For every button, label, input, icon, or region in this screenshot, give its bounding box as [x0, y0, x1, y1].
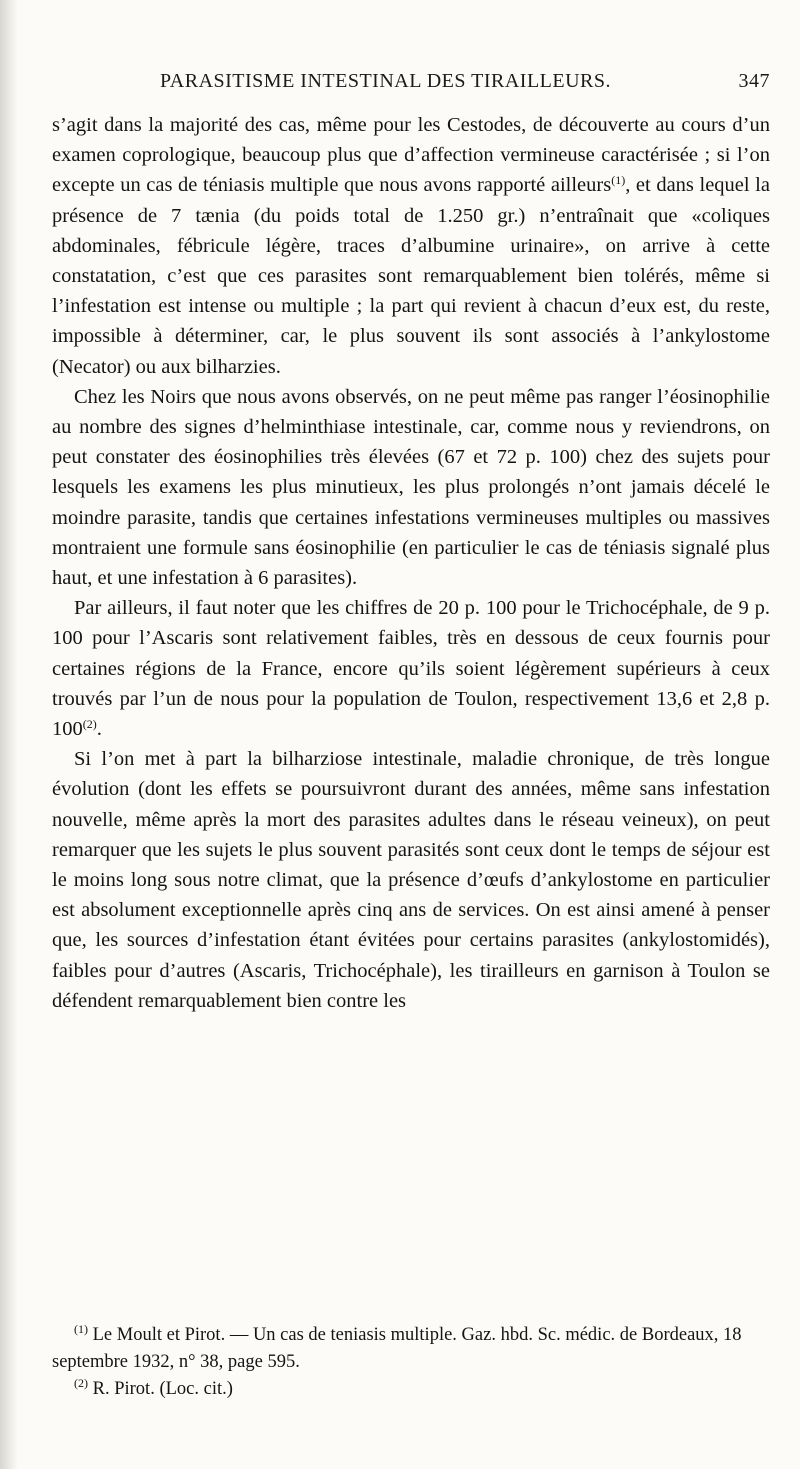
page-edge-shadow — [0, 0, 18, 1469]
footnote-mark: (2) — [74, 1376, 88, 1390]
footnote-1 — [52, 1322, 770, 1376]
paragraph-text: Si l’on met à part la bilharziose intestinale, maladie chronique, de très longue évolution (dont les effets se poursuivront durant des années, même sans infestation nouvelle, même après la mort des parasites adultes dans le réseau veineux), on peut remarquer que les sujets le plus souvent parasités sont ceux dont le temps de séjour est le moins long sous notre climat, que la présence d’œufs d’ankylostome en particulier est absolument exceptionnelle après cinq ans de services. On est ainsi amené à penser que, les sources d’infestation étant évitées pour certains parasites (ankylostomidés), faibles pour d’autres (Ascaris, Trichocéphale), les tirailleurs en garnison à Toulon se défendent remarquablement bien contre les — [52, 748, 770, 1012]
paragraph-text-continued: , et dans lequel la présence de 7 tænia (du poids total de 1.250 gr.) n’entraînait que «coliques abdominales, fébricule légère, traces d’albumine urinaire», on arrive à cette constatation, c’est que ces parasites sont remarquablement bien tolérés, même si l’infestation est intense ou multiple ; la part qui revient à chacun d’eux est, du reste, impossible à déterminer, car, le plus souvent ils sont associés à l’ankylostome (Necator) ou aux bilharzies. — [52, 174, 770, 378]
paragraph-text: Chez les Noirs que nous avons observés, on ne peut même pas ranger l’éosinophilie au nombre des signes d’helminthiase intestinale, car, comme nous y reviendrons, on peut constater des éosinophilies très élevées (67 et 72 p. 100) chez des sujets pour lesquels les examens les plus minutieux, les plus prolongés n’ont jamais décelé le moindre parasite, tandis que certaines infestations vermineuses multiples ou massives montraient une formule sans éosinophilie (en particulier le cas de téniasis signalé plus haut, et une infestation à 6 parasites). — [52, 385, 770, 590]
paragraph-1 — [52, 110, 770, 382]
footnote-text: R. Pirot. (Loc. cit.) — [92, 1379, 233, 1399]
paragraph-text-continued: . — [96, 718, 102, 741]
body-text — [52, 110, 770, 1016]
paragraph-4 — [52, 744, 770, 1016]
footnote-2 — [52, 1376, 770, 1403]
paragraph-3 — [52, 593, 770, 744]
page-number: 347 — [738, 70, 770, 92]
paragraph-text: Par ailleurs, il faut noter que les chiffres de 20 p. 100 pour le Trichocéphale, de 9 p. 100 pour l’Ascaris sont relativement faibles, très en dessous de ceux fournis pour certaines régions de la France, encore qu’ils soient légèrement supérieurs à ceux trouvés par l’un de nous pour la population de Toulon, respectivement 13,6 et 2,8 p. 100 — [52, 597, 770, 741]
footnotes — [52, 1322, 770, 1403]
running-title: PARASITISME INTESTINAL DES TIRAILLEURS. — [160, 70, 611, 92]
footnote-ref-2: (2) — [82, 717, 97, 732]
paragraph-2 — [52, 382, 770, 593]
running-header — [52, 70, 770, 100]
footnote-ref-1: (1) — [611, 173, 626, 188]
paragraph-text: s’agit dans la majorité des cas, même pour les Cestodes, de découverte au cours d’un examen coprologique, beaucoup plus que d’affection vermineuse caractérisée ; si l’on excepte un cas de téniasis multiple que nous avons rapporté ailleurs — [52, 114, 770, 197]
footnote-mark: (1) — [74, 1322, 88, 1336]
footnote-text: Le Moult et Pirot. — Un cas de teniasis multiple. Gaz. hbd. Sc. médic. de Bordeaux, 18 septembre 1932, n° 38, page 595. — [52, 1325, 742, 1372]
